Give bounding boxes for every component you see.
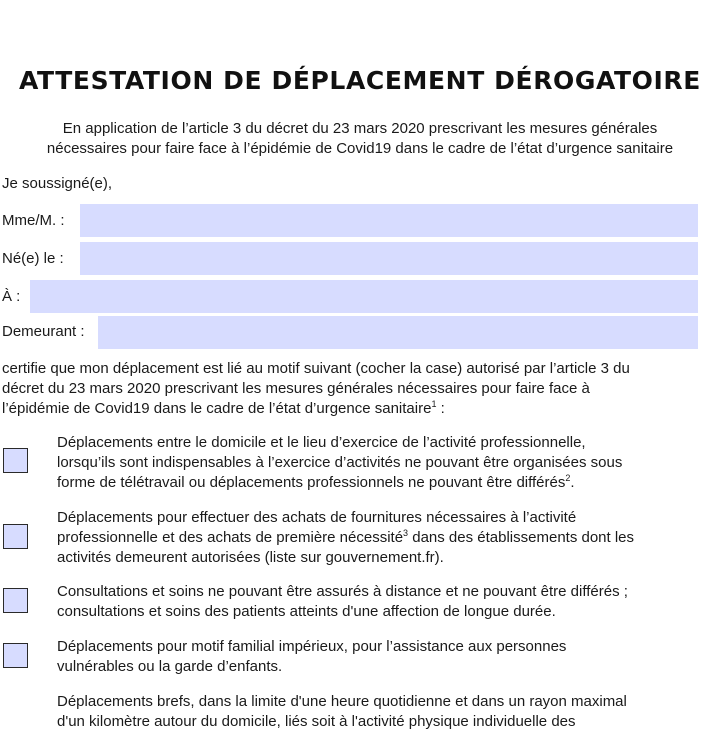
reason-purchases-line-3: activités demeurent autorisées (liste sur gouvernement.fr).	[57, 549, 444, 566]
reason-professional-line-3-end: .	[570, 474, 575, 491]
reason-professional-line-3	[57, 473, 697, 493]
birth-place-field[interactable]	[30, 280, 698, 313]
name-field[interactable]	[80, 204, 698, 237]
reason-professional-line-1: Déplacements entre le domicile et le lieu d’exercice de l’activité professionnelle,	[57, 434, 586, 451]
certification-text	[2, 359, 702, 419]
address-label: Demeurant :	[2, 323, 85, 340]
reason-health-checkbox[interactable]	[3, 588, 28, 613]
reason-professional-checkbox[interactable]	[3, 448, 28, 473]
certification-line-3	[2, 399, 702, 419]
reason-purchases-line-2	[57, 528, 697, 548]
birth-date-label: Né(e) le :	[2, 250, 64, 267]
declarant-intro: Je soussigné(e),	[2, 175, 113, 192]
reason-family-checkbox[interactable]	[3, 643, 28, 668]
reason-professional-line-3-text: forme de télétravail ou déplacements professionnels ne pouvant être différés	[57, 474, 566, 491]
reason-health	[57, 582, 697, 622]
legal-reference-line-2: nécessaires pour faire face à l’épidémie de Covid19 dans le cadre de l’état d’urgence sanitaire	[46, 140, 674, 157]
footnote-marker-2: 2	[565, 473, 571, 483]
legal-reference-line-1: En application de l’article 3 du décret du 23 mars 2020 prescrivant les mesures générales	[62, 120, 658, 137]
reason-family-line-1: Déplacements pour motif familial impérieux, pour l’assistance aux personnes	[57, 638, 567, 655]
reason-purchases-line-1: Déplacements pour effectuer des achats de fournitures nécessaires à l’activité	[57, 509, 577, 526]
reason-purchases-line-2b: dans des établissements dont les	[408, 529, 635, 546]
reason-purchases	[57, 508, 697, 568]
address-field[interactable]	[98, 316, 698, 349]
birth-date-field[interactable]	[80, 242, 698, 275]
footnote-marker-1: 1	[431, 399, 437, 409]
reason-professional	[57, 433, 697, 493]
document-title: ATTESTATION DE DÉPLACEMENT DÉROGATOIRE	[19, 66, 701, 95]
certification-line-3-end: :	[436, 400, 445, 417]
birth-place-label: À :	[2, 288, 21, 305]
footnote-marker-3: 3	[403, 528, 409, 538]
name-label: Mme/M. :	[2, 212, 65, 229]
reason-purchases-line-2a: professionnelle et des achats de première nécessité	[57, 529, 404, 546]
certification-line-3-text: l’épidémie de Covid19 dans le cadre de l’état d’urgence sanitaire	[2, 400, 432, 417]
reason-health-line-2: consultations et soins des patients atteints d'une affection de longue durée.	[57, 603, 556, 620]
reason-purchases-checkbox[interactable]	[3, 524, 28, 549]
reason-exercise	[57, 692, 697, 732]
reason-professional-line-2: lorsqu’ils sont indispensables à l’exercice d’activités ne pouvant être organisées sous	[57, 454, 623, 471]
reason-health-line-1: Consultations et soins ne pouvant être assurés à distance et ne pouvant être différés ;	[57, 583, 628, 600]
reason-exercise-line-2: d'un kilomètre autour du domicile, liés soit à l'activité physique individuelle des	[57, 713, 576, 730]
reason-family-line-2: vulnérables ou la garde d’enfants.	[57, 658, 283, 675]
reason-exercise-line-1: Déplacements brefs, dans la limite d'une heure quotidienne et dans un rayon maximal	[57, 693, 627, 710]
reason-family	[57, 637, 697, 677]
certification-line-2: décret du 23 mars 2020 prescrivant les mesures générales nécessaires pour faire face à	[2, 380, 590, 397]
certification-line-1: certifie que mon déplacement est lié au motif suivant (cocher la case) autorisé par l’article 3 du	[2, 360, 630, 377]
legal-reference	[0, 119, 720, 159]
